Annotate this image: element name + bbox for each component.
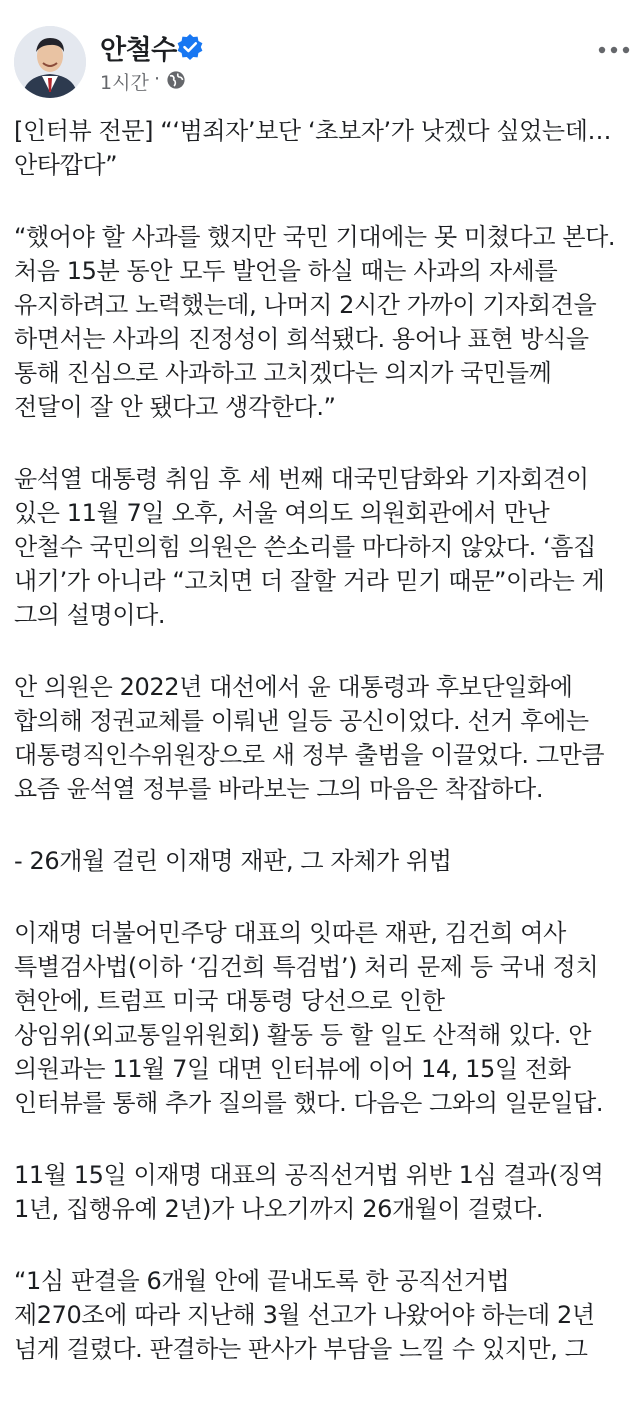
quote-paragraph: “했어야 할 사과를 했지만 국민 기대에는 못 미쳤다고 본다. 처음 15분 동안 모두 발언을 하실 때는 사과의 자세를 유지하려고 노력했는데, 나머지 2시간 가까이 기자회견을 하면서는 사과의 진정성이 희석됐다. 용어나 표현 방식을 통해 진심으로 사과하고 고치겠다는 의지가 국민들께 전달이 잘 안 됐다고 생각한다.” (14, 223, 616, 421)
section-heading: - 26개월 걸린 이재명 재판, 그 자체가 위법 (14, 847, 452, 875)
profile-photo (14, 26, 86, 98)
avatar[interactable] (14, 26, 86, 98)
body-paragraph: 윤석열 대통령 취임 후 세 번째 대국민담화와 기자회견이 있은 11월 7일 오후, 서울 여의도 의원회관에서 만난 안철수 국민의힘 의원은 쓴소리를 마다하지 않았다. ‘흠집 내기’가 아니라 “고치면 더 잘할 거라 믿기 때문”이라는 게 그의 설명이다. (14, 465, 605, 629)
post-body (14, 114, 626, 1404)
body-paragraph: 안 의원은 2022년 대선에서 윤 대통령과 후보단일화에 합의해 정권교체를 이뤄낸 일등 공신이었다. 선거 후에는 대통령직인수위원장으로 새 정부 출범을 이끌었다. 그만큼 요즘 윤석열 정부를 바라보는 그의 마음은 착잡하다. (14, 673, 605, 803)
meta-separator: · (154, 68, 161, 90)
verified-badge-icon (176, 33, 204, 61)
author-name[interactable]: 안철수 (100, 35, 177, 66)
globe-icon (166, 70, 186, 90)
body-paragraph: 11월 15일 이재명 대표의 공직선거법 위반 1심 결과(징역 1년, 집행유예 2년)가 나오기까지 26개월이 걸렸다. (14, 1161, 604, 1223)
more-options-button[interactable] (594, 38, 634, 62)
more-dots-icon (599, 47, 605, 53)
post-header (0, 0, 640, 108)
quote-paragraph: “1심 판결을 6개월 안에 끝내도록 한 공직선거법 제270조에 따라 지난해 3월 선고가 나왔어야 하는데 2년 넘게 걸렸다. 판결하는 판사가 부담을 느낄 수 있지만, 그 (14, 1267, 595, 1363)
body-paragraph: 이재명 더불어민주당 대표의 잇따른 재판, 김건희 여사 특별검사법(이하 ‘김건희 특검법’) 처리 문제 등 국내 정치 현안에, 트럼프 미국 대통령 당선으로 인한 상임위(외교통일위원회) 활동 등 할 일도 산적해 있다. 안 의원과는 11월 7일 대면 인터뷰에 이어 14, 15일 전화 인터뷰를 통해 추가 질의를 했다. 다음은 그와의 일문일답. (14, 919, 604, 1117)
post-headline: [인터뷰 전문] “‘범죄자’보단 ‘초보자’가 낫겠다 싶었는데… 안타깝다” (14, 117, 612, 179)
post-time[interactable]: 1시간 (100, 72, 149, 94)
